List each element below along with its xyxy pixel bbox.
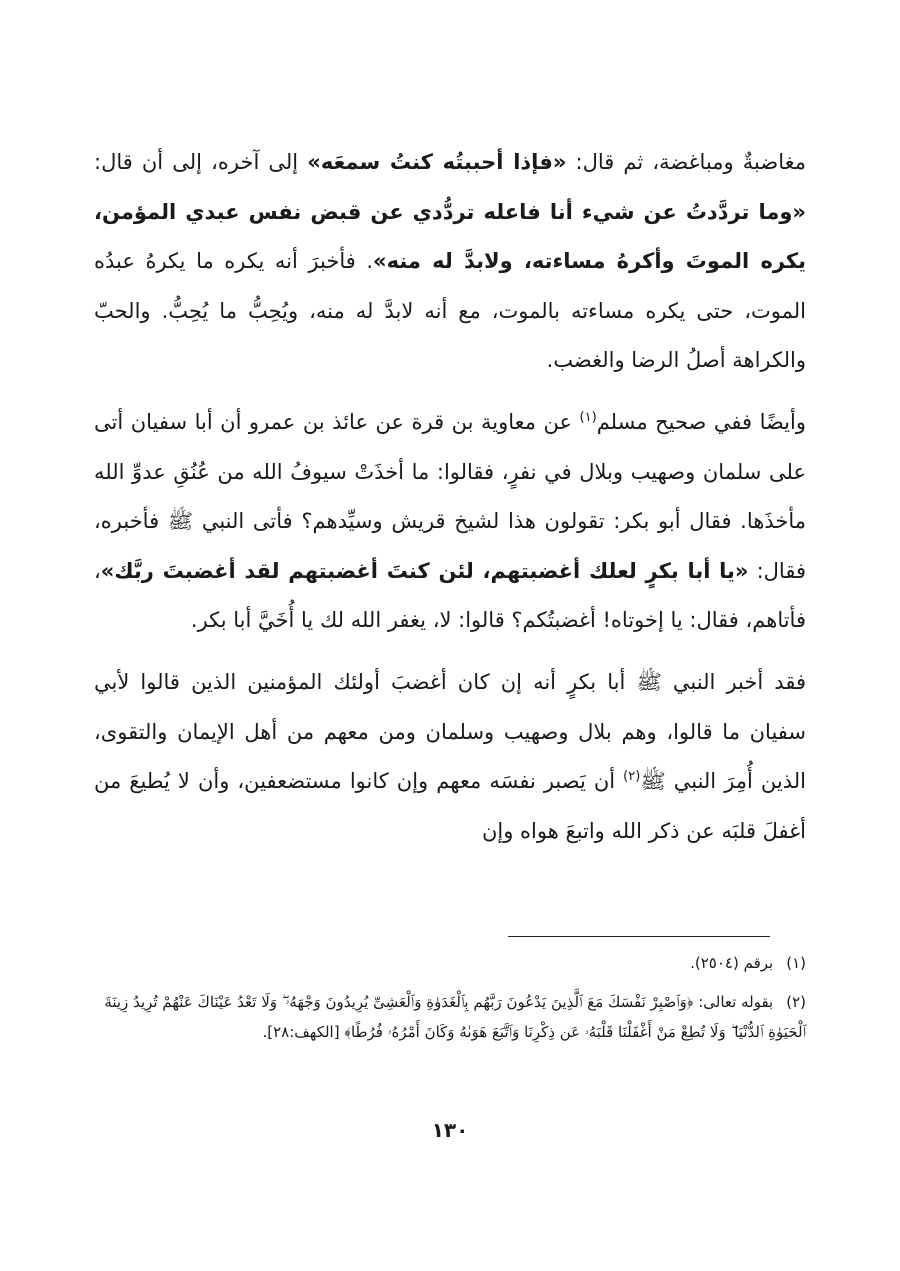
footnote-1-number: (١) (786, 954, 806, 972)
paragraph-2 (94, 398, 806, 646)
paragraph-3 (94, 658, 806, 856)
footnote-1-text: برقم (٢٥٠٤). (690, 954, 774, 972)
footnote-2-number: (٢) (786, 993, 806, 1011)
paragraph-2-text-a: وأيضًا ففي صحيح مسلم (596, 409, 806, 434)
paragraph-1-text-c: . فأخبرَ أنه يكره ما يكرهُ عبدُه الموت، حتى يكره مساءته بالموت، مع أنه لابدَّ له منه، ويُحِبُّ ما يُحِبُّ. والحبّ والكراهة أصلُ الرضا والغضب. (94, 249, 806, 373)
hadith-quote-2: «وما تردَّدتُ عن شيء أنا فاعله تردُّدي عن قبض نفس عبدي المؤمن، يكره الموتَ وأكرهُ مساءته، ولابدَّ له منه» (94, 199, 807, 274)
hadith-quote-1: «فإذا أحببتُه كنتُ سمعَه» (307, 150, 567, 174)
quran-verse: ﴿وَٱصْبِرْ نَفْسَكَ مَعَ ٱلَّذِينَ يَدْعُونَ رَبَّهُم بِٱلْغَدَوٰةِ وَٱلْعَشِىِّ يُرِيدُونَ وَجْهَهُۥ ۖ وَلَا تَعْدُ عَيْنَاكَ عَنْهُمْ تُرِيدُ زِينَةَ ٱلْحَيَوٰةِ ٱلدُّنْيَا ۖ وَلَا تُطِعْ مَنْ أَغْفَلْنَا قَلْبَهُۥ عَن ذِكْرِنَا وَٱتَّبَعَ هَوَىٰهُ وَكَانَ أَمْرُهُۥ فُرُطًا﴾ (104, 993, 806, 1041)
footnote-1 (94, 948, 806, 978)
verse-reference: [الكهف:٢٨]. (262, 1023, 345, 1041)
footnote-ref-2[interactable]: (٢) (623, 769, 641, 785)
paragraph-1-text-b: إلى آخره، إلى أن قال: (94, 150, 308, 174)
paragraph-3-text-a: فقد أخبر النبي ﷺ أبا بكرٍ أنه إن كان أغضبَ أولئك المؤمنين الذين قالوا لأبي سفيان ما قالوا، وهم بلال وصهيب وسلمان ومن معهم من أهل الإيمان والتقوى، الذين أُمِرَ النبي ﷺ (94, 669, 806, 794)
paragraph-1 (94, 138, 806, 386)
main-text (94, 138, 806, 856)
paragraph-2-text-c: ، فأتاهم، فقال: يا إخوتاه! أغضبتُكم؟ قالوا: لا، يغفر الله لك يا أُخَيَّ أبا بكر. (94, 558, 806, 633)
footnote-2-lead: بقوله تعالى: (693, 993, 774, 1011)
paragraph-1-text-a: مغاضبةٌ ومباغضة، ثم قال: (566, 150, 807, 174)
footnote-divider (508, 936, 770, 937)
page-number: ١٣٠ (431, 1118, 469, 1142)
footnote-ref-1[interactable]: (١) (579, 409, 597, 425)
hadith-quote-3: «يا أبا بكرٍ لعلك أغضبتهم، لئن كنتَ أغضبتهم لقد أغضبتَ ربَّك» (100, 558, 749, 583)
footnote-2 (94, 987, 806, 1047)
paragraph-2-text-b: عن معاوية بن قرة عن عائذ بن عمرو أن أبا سفيان أتى على سلمان وصهيب وبلال في نفرٍ، فقالوا: ما أخذَتْ سيوفُ الله من عُنُقِ عدوِّ الله مأخذَها. فقال أبو بكر: تقولون هذا لشيخ قريش وسيِّدهم؟ فأتى النبي ﷺ فأخبره، فقال: (94, 409, 806, 583)
footnotes (94, 948, 806, 1047)
paragraph-3-text-b: أن يَصبر نفسَه معهم وإن كانوا مستضعفين، وأن لا يُطيعَ من أغفلَ قلبَه عن ذكر الله واتبعَ هواه وإن (94, 769, 806, 843)
